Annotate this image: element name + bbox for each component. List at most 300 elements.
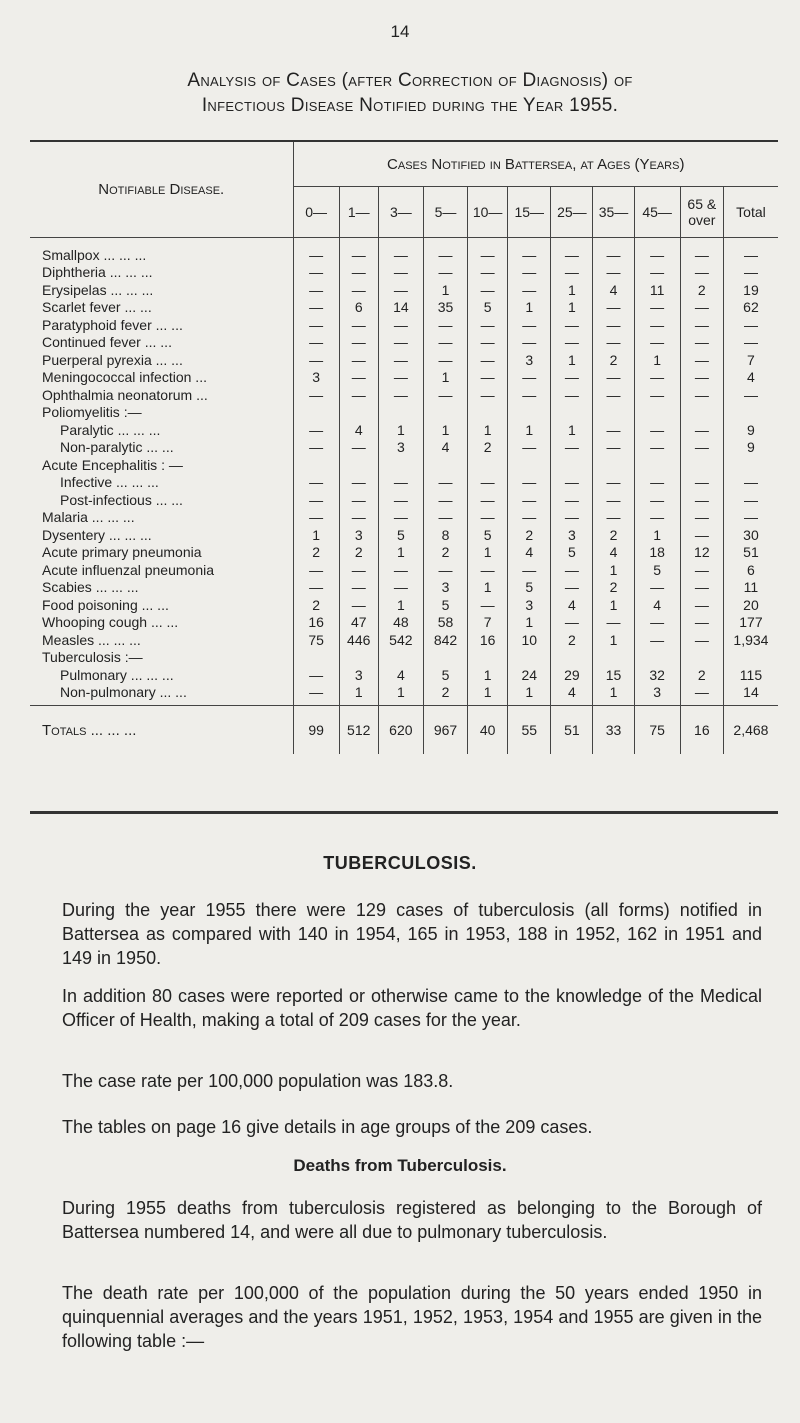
- table-row: [30, 369, 778, 387]
- case-count-cell: 1: [468, 544, 508, 562]
- case-count-cell: —: [551, 316, 593, 334]
- tuberculosis-heading: TUBERCULOSIS.: [323, 853, 477, 873]
- disease-name: Tuberculosis :—: [42, 649, 143, 666]
- case-count-cell: 2: [593, 351, 634, 369]
- case-count-cell: —: [378, 334, 423, 352]
- case-count-cell: —: [593, 238, 634, 264]
- case-count-cell: 20: [723, 596, 778, 614]
- case-count-cell: 2: [468, 439, 508, 457]
- table-row: [30, 684, 778, 706]
- case-count-cell: 3: [634, 684, 680, 706]
- case-count-cell: 5: [468, 526, 508, 544]
- case-count-cell: [723, 649, 778, 667]
- case-count-cell: —: [468, 474, 508, 492]
- case-count-cell: —: [680, 439, 723, 457]
- case-count-cell: —: [423, 561, 467, 579]
- case-count-cell: 9: [723, 421, 778, 439]
- case-count-cell: 1: [468, 579, 508, 597]
- case-count-cell: —: [339, 386, 378, 404]
- case-count-cell: —: [508, 439, 551, 457]
- case-count-cell: 1: [551, 281, 593, 299]
- case-count-cell: —: [508, 386, 551, 404]
- case-count-cell: 542: [378, 631, 423, 649]
- total-cell: 967: [423, 706, 467, 755]
- table-row: [30, 509, 778, 527]
- total-cell: 2,468: [723, 706, 778, 755]
- case-count-cell: —: [423, 351, 467, 369]
- case-count-cell: [508, 649, 551, 667]
- case-count-cell: —: [634, 614, 680, 632]
- case-count-cell: 11: [634, 281, 680, 299]
- disease-name: Scabies ... ... ...: [42, 579, 139, 596]
- cases-table: [30, 142, 778, 754]
- case-count-cell: —: [293, 666, 339, 684]
- case-count-cell: —: [634, 334, 680, 352]
- case-count-cell: [723, 404, 778, 422]
- total-cell: 512: [339, 706, 378, 755]
- case-count-cell: —: [593, 474, 634, 492]
- case-count-cell: —: [551, 509, 593, 527]
- case-count-cell: —: [680, 299, 723, 317]
- case-count-cell: —: [508, 334, 551, 352]
- disease-name: Food poisoning ... ...: [42, 596, 169, 613]
- case-count-cell: 6: [723, 561, 778, 579]
- case-count-cell: —: [593, 299, 634, 317]
- table-row: [30, 491, 778, 509]
- case-count-cell: —: [723, 509, 778, 527]
- disease-name: Diphtheria ... ... ...: [42, 264, 153, 281]
- case-count-cell: —: [593, 439, 634, 457]
- title-line-1: Analysis of Cases (after Correction of Diagnosis) of: [187, 70, 633, 91]
- case-count-cell: 2: [680, 281, 723, 299]
- case-count-cell: [680, 456, 723, 474]
- case-count-cell: —: [378, 351, 423, 369]
- table-row: [30, 238, 778, 264]
- case-count-cell: 47: [339, 614, 378, 632]
- case-count-cell: —: [634, 316, 680, 334]
- table-row: [30, 474, 778, 492]
- case-count-cell: —: [634, 439, 680, 457]
- case-count-cell: —: [723, 474, 778, 492]
- case-count-cell: 18: [634, 544, 680, 562]
- case-count-cell: [378, 404, 423, 422]
- disease-name: Scarlet fever ... ...: [42, 299, 152, 316]
- disease-name: Paratyphoid fever ... ...: [42, 316, 183, 333]
- case-count-cell: 4: [593, 281, 634, 299]
- case-count-cell: —: [680, 421, 723, 439]
- disease-name: Acute influenzal pneumonia: [42, 561, 215, 578]
- case-count-cell: —: [468, 596, 508, 614]
- age-column-header: Total: [723, 187, 778, 238]
- case-count-cell: [634, 404, 680, 422]
- case-count-cell: [293, 404, 339, 422]
- case-count-cell: —: [723, 264, 778, 282]
- case-count-cell: —: [634, 474, 680, 492]
- total-cell: 99: [293, 706, 339, 755]
- case-count-cell: —: [508, 509, 551, 527]
- case-count-cell: —: [468, 561, 508, 579]
- case-count-cell: [423, 649, 467, 667]
- case-count-cell: 1: [468, 684, 508, 706]
- case-count-cell: —: [293, 579, 339, 597]
- case-count-cell: 19: [723, 281, 778, 299]
- case-count-cell: 4: [551, 596, 593, 614]
- table-row: [30, 351, 778, 369]
- case-count-cell: —: [468, 238, 508, 264]
- case-count-cell: —: [339, 281, 378, 299]
- table-row: [30, 264, 778, 282]
- case-count-cell: 12: [680, 544, 723, 562]
- case-count-cell: [634, 649, 680, 667]
- case-count-cell: 2: [593, 526, 634, 544]
- disease-name: Pulmonary ... ... ...: [60, 666, 174, 683]
- disease-name: Ophthalmia neonatorum ...: [42, 386, 208, 403]
- age-column-header: 5—: [423, 187, 467, 238]
- table-row: [30, 649, 778, 667]
- case-count-cell: 1: [593, 684, 634, 706]
- case-count-cell: 3: [551, 526, 593, 544]
- case-count-cell: —: [551, 369, 593, 387]
- deaths-heading: Deaths from Tuberculosis.: [293, 1156, 507, 1175]
- case-count-cell: 5: [634, 561, 680, 579]
- case-count-cell: —: [680, 596, 723, 614]
- table-row: [30, 456, 778, 474]
- table-row: [30, 544, 778, 562]
- case-count-cell: [593, 649, 634, 667]
- age-column-header: 15—: [508, 187, 551, 238]
- case-count-cell: —: [378, 316, 423, 334]
- case-count-cell: [423, 456, 467, 474]
- case-count-cell: 4: [339, 421, 378, 439]
- table-row: [30, 596, 778, 614]
- case-count-cell: —: [339, 474, 378, 492]
- case-count-cell: —: [378, 509, 423, 527]
- case-count-cell: —: [468, 334, 508, 352]
- total-cell: 40: [468, 706, 508, 755]
- case-count-cell: —: [423, 264, 467, 282]
- case-count-cell: —: [293, 316, 339, 334]
- case-count-cell: 1: [423, 369, 467, 387]
- disease-name: Non-paralytic ... ...: [60, 439, 174, 456]
- case-count-cell: 1: [468, 421, 508, 439]
- disease-name: Post-infectious ... ...: [60, 491, 183, 508]
- table-row: [30, 421, 778, 439]
- table-row: [30, 631, 778, 649]
- case-count-cell: 3: [293, 369, 339, 387]
- paragraph-additional-cases: In addition 80 cases were reported or otherwise came to the knowledge of the Medical Officer of Health, making a total of 209 cases for the year.: [62, 986, 762, 1030]
- case-count-cell: 32: [634, 666, 680, 684]
- age-column-header: 3—: [378, 187, 423, 238]
- table-row: [30, 614, 778, 632]
- case-count-cell: 5: [423, 666, 467, 684]
- case-count-cell: 446: [339, 631, 378, 649]
- case-count-cell: —: [593, 316, 634, 334]
- disease-name: Malaria ... ... ...: [42, 509, 135, 526]
- case-count-cell: 3: [508, 351, 551, 369]
- case-count-cell: 5: [508, 579, 551, 597]
- disease-name: Whooping cough ... ...: [42, 614, 179, 631]
- case-count-cell: 4: [508, 544, 551, 562]
- age-column-header: 0—: [293, 187, 339, 238]
- case-count-cell: 1: [593, 596, 634, 614]
- disease-name: Puerperal pyrexia ... ...: [42, 351, 183, 368]
- case-count-cell: —: [508, 281, 551, 299]
- table-row: [30, 439, 778, 457]
- case-count-cell: —: [423, 509, 467, 527]
- disease-name: Paralytic ... ... ...: [60, 421, 161, 438]
- case-count-cell: —: [593, 369, 634, 387]
- case-count-cell: —: [551, 474, 593, 492]
- case-count-cell: [423, 404, 467, 422]
- case-count-cell: —: [508, 316, 551, 334]
- case-count-cell: —: [339, 369, 378, 387]
- case-count-cell: —: [508, 238, 551, 264]
- age-group-header: Cases Notified in Battersea, at Ages (Years): [293, 142, 778, 187]
- case-count-cell: [508, 404, 551, 422]
- case-count-cell: —: [423, 474, 467, 492]
- case-count-cell: 2: [551, 631, 593, 649]
- case-count-cell: —: [293, 491, 339, 509]
- case-count-cell: —: [593, 509, 634, 527]
- case-count-cell: 1: [339, 684, 378, 706]
- case-count-cell: 1: [634, 351, 680, 369]
- case-count-cell: 1: [593, 561, 634, 579]
- disease-name: Non-pulmonary ... ...: [60, 684, 187, 701]
- totals-label: Totals ... ... ...: [30, 706, 293, 755]
- case-count-cell: 14: [378, 299, 423, 317]
- case-count-cell: 4: [378, 666, 423, 684]
- case-count-cell: 3: [378, 439, 423, 457]
- case-count-cell: —: [508, 561, 551, 579]
- case-count-cell: 1: [378, 684, 423, 706]
- case-count-cell: —: [551, 264, 593, 282]
- title-line-2: Infectious Disease Notified during the Year 1955.: [201, 95, 619, 116]
- case-count-cell: —: [378, 238, 423, 264]
- case-count-cell: —: [293, 561, 339, 579]
- case-count-cell: —: [634, 369, 680, 387]
- case-count-cell: —: [634, 386, 680, 404]
- case-count-cell: —: [680, 474, 723, 492]
- case-count-cell: —: [551, 579, 593, 597]
- case-count-cell: —: [508, 474, 551, 492]
- case-count-cell: —: [723, 386, 778, 404]
- case-count-cell: —: [723, 316, 778, 334]
- case-count-cell: —: [593, 491, 634, 509]
- case-count-cell: 10: [508, 631, 551, 649]
- case-count-cell: 2: [508, 526, 551, 544]
- case-count-cell: —: [293, 421, 339, 439]
- case-count-cell: —: [551, 334, 593, 352]
- case-count-cell: —: [423, 238, 467, 264]
- case-count-cell: —: [508, 264, 551, 282]
- case-count-cell: —: [468, 264, 508, 282]
- case-count-cell: —: [293, 238, 339, 264]
- disease-name: Dysentery ... ... ...: [42, 526, 152, 543]
- case-count-cell: [634, 456, 680, 474]
- case-count-cell: 1: [508, 421, 551, 439]
- case-count-cell: 62: [723, 299, 778, 317]
- case-count-cell: —: [468, 369, 508, 387]
- case-count-cell: 29: [551, 666, 593, 684]
- case-count-cell: [468, 649, 508, 667]
- case-count-cell: —: [468, 351, 508, 369]
- case-count-cell: —: [634, 421, 680, 439]
- case-count-cell: 842: [423, 631, 467, 649]
- case-count-cell: 1: [593, 631, 634, 649]
- case-count-cell: —: [634, 509, 680, 527]
- disease-name: Erysipelas ... ... ...: [42, 281, 154, 298]
- case-count-cell: —: [593, 421, 634, 439]
- table-row: [30, 281, 778, 299]
- case-count-cell: 8: [423, 526, 467, 544]
- case-count-cell: —: [680, 631, 723, 649]
- case-count-cell: 1: [293, 526, 339, 544]
- case-count-cell: 9: [723, 439, 778, 457]
- case-count-cell: —: [680, 684, 723, 706]
- case-count-cell: —: [378, 491, 423, 509]
- totals-row: [30, 706, 778, 755]
- case-count-cell: —: [593, 334, 634, 352]
- disease-column-header: Notifiable Disease.: [30, 142, 293, 238]
- case-count-cell: 16: [293, 614, 339, 632]
- case-count-cell: —: [293, 299, 339, 317]
- case-count-cell: —: [551, 386, 593, 404]
- case-count-cell: 1: [551, 351, 593, 369]
- case-count-cell: —: [339, 561, 378, 579]
- case-count-cell: —: [293, 474, 339, 492]
- case-count-cell: 5: [423, 596, 467, 614]
- page-title: [40, 68, 780, 118]
- case-count-cell: 1: [378, 596, 423, 614]
- case-count-cell: 4: [551, 684, 593, 706]
- case-count-cell: [551, 649, 593, 667]
- case-count-cell: [293, 649, 339, 667]
- case-count-cell: —: [468, 491, 508, 509]
- case-count-cell: 3: [339, 526, 378, 544]
- case-count-cell: 15: [593, 666, 634, 684]
- total-cell: 16: [680, 706, 723, 755]
- case-count-cell: —: [551, 561, 593, 579]
- case-count-cell: —: [680, 386, 723, 404]
- case-count-cell: [378, 649, 423, 667]
- case-count-cell: 5: [551, 544, 593, 562]
- case-count-cell: —: [634, 264, 680, 282]
- case-count-cell: —: [680, 491, 723, 509]
- paragraph-death-rate: The death rate per 100,000 of the population during the 50 years ended 1950 in quinquennial averages and the years 1951, 1952, 1953, 1954 and 1955 are given in the following table :—: [62, 1283, 762, 1351]
- case-count-cell: —: [339, 334, 378, 352]
- case-count-cell: —: [680, 579, 723, 597]
- case-count-cell: —: [593, 386, 634, 404]
- disease-name: Poliomyelitis :—: [42, 404, 142, 421]
- case-count-cell: —: [423, 491, 467, 509]
- case-count-cell: 1: [468, 666, 508, 684]
- case-count-cell: —: [293, 264, 339, 282]
- case-count-cell: 1: [634, 526, 680, 544]
- case-count-cell: 1: [551, 421, 593, 439]
- case-count-cell: —: [339, 238, 378, 264]
- case-count-cell: 2: [423, 544, 467, 562]
- case-count-cell: 2: [680, 666, 723, 684]
- case-count-cell: 7: [723, 351, 778, 369]
- case-count-cell: [680, 404, 723, 422]
- disease-name: Smallpox ... ... ...: [42, 246, 147, 263]
- case-count-cell: 35: [423, 299, 467, 317]
- case-count-cell: —: [723, 334, 778, 352]
- case-count-cell: —: [551, 439, 593, 457]
- case-count-cell: 2: [293, 596, 339, 614]
- total-cell: 55: [508, 706, 551, 755]
- age-column-header: 10—: [468, 187, 508, 238]
- case-count-cell: [551, 456, 593, 474]
- case-count-cell: 5: [468, 299, 508, 317]
- age-column-header: 1—: [339, 187, 378, 238]
- case-count-cell: 14: [723, 684, 778, 706]
- case-count-cell: —: [293, 334, 339, 352]
- case-count-cell: 48: [378, 614, 423, 632]
- case-count-cell: 7: [468, 614, 508, 632]
- case-count-cell: [468, 404, 508, 422]
- case-count-cell: [593, 456, 634, 474]
- disease-name: Acute Encephalitis : —: [42, 456, 183, 473]
- case-count-cell: —: [293, 684, 339, 706]
- case-count-cell: 2: [339, 544, 378, 562]
- case-count-cell: [508, 456, 551, 474]
- total-cell: 75: [634, 706, 680, 755]
- case-count-cell: 1,934: [723, 631, 778, 649]
- case-count-cell: —: [723, 238, 778, 264]
- case-count-cell: 2: [293, 544, 339, 562]
- case-count-cell: 5: [378, 526, 423, 544]
- case-count-cell: —: [723, 491, 778, 509]
- case-count-cell: —: [680, 526, 723, 544]
- case-count-cell: 16: [468, 631, 508, 649]
- case-count-cell: [378, 456, 423, 474]
- case-count-cell: —: [680, 614, 723, 632]
- case-count-cell: 3: [508, 596, 551, 614]
- case-count-cell: —: [634, 299, 680, 317]
- case-count-cell: —: [468, 386, 508, 404]
- case-count-cell: —: [551, 614, 593, 632]
- case-count-cell: —: [378, 561, 423, 579]
- case-count-cell: —: [293, 281, 339, 299]
- table-row: [30, 334, 778, 352]
- case-count-cell: [593, 404, 634, 422]
- table-row: [30, 299, 778, 317]
- case-count-cell: —: [339, 351, 378, 369]
- paragraph-deaths: During 1955 deaths from tuberculosis registered as belonging to the Borough of Battersea numbered 14, and were all due to pulmonary tuberculosis.: [62, 1198, 762, 1242]
- table-row: [30, 579, 778, 597]
- table-row: [30, 404, 778, 422]
- case-count-cell: —: [508, 491, 551, 509]
- case-count-cell: 6: [339, 299, 378, 317]
- table-body: [30, 238, 778, 755]
- age-column-header: 45—: [634, 187, 680, 238]
- case-count-cell: —: [339, 316, 378, 334]
- case-count-cell: 115: [723, 666, 778, 684]
- disease-name: Meningococcal infection ...: [42, 369, 207, 386]
- case-count-cell: —: [339, 439, 378, 457]
- case-count-cell: [339, 404, 378, 422]
- case-count-cell: —: [680, 509, 723, 527]
- case-count-cell: 58: [423, 614, 467, 632]
- case-count-cell: —: [680, 316, 723, 334]
- total-cell: 620: [378, 706, 423, 755]
- disease-name: Infective ... ... ...: [60, 474, 159, 491]
- case-count-cell: —: [293, 386, 339, 404]
- disease-name: Measles ... ... ...: [42, 631, 141, 648]
- case-count-cell: —: [680, 238, 723, 264]
- case-count-cell: 75: [293, 631, 339, 649]
